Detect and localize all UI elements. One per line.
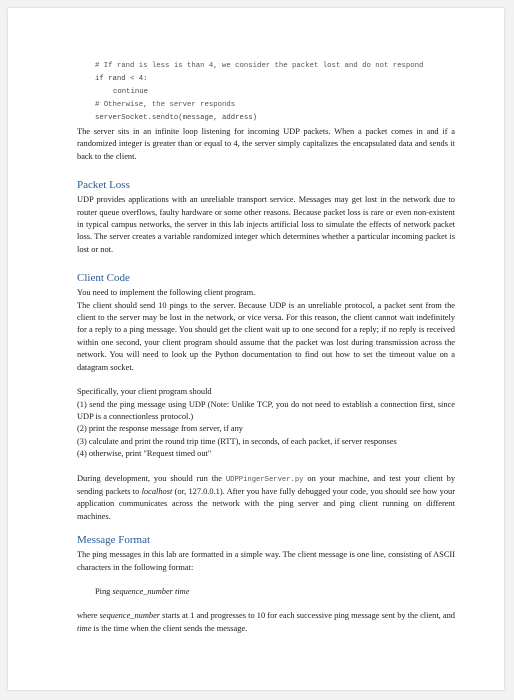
server-paragraph: The server sits in an infinite loop listening for incoming UDP packets. When a packet comes in and if a randomized integer is greater than or equal to 4, the server simply capitalizes the encapsulated data and sends it back to the client.	[77, 127, 455, 161]
code-comment: # If rand is less is than 4, we consider the packet lost and do not respond	[95, 62, 424, 70]
specifically-line: Specifically, your client program should	[77, 387, 212, 397]
code-line: serverSocket.sendto(message, address)	[95, 114, 258, 122]
document-page	[8, 8, 504, 690]
document-content	[77, 60, 455, 635]
code-block	[77, 60, 455, 125]
time-italic: time	[77, 623, 92, 633]
list-item: (1) send the ping message using UDP (Note: Unlike TCP, you do not need to establish a connection first, since UDP is a connectionless protocol.)	[77, 399, 455, 421]
section-heading-message-format: Message Format	[77, 534, 151, 547]
sequence-number-italic: sequence_number	[99, 611, 161, 621]
localhost-italic: localhost	[141, 486, 173, 496]
format-word: Ping	[95, 586, 113, 596]
client-steps-list	[77, 399, 455, 461]
format-fields: sequence_number time	[112, 586, 190, 596]
filename-code: UDPPingerServer.py	[225, 475, 304, 484]
text-span: on your machine, and test your client by sending packets to	[77, 473, 456, 496]
packet-loss-paragraph: UDP provides applications with an unreliable transport service. Messages may get lost in the network due to router queue overflows, faulty hardware or some other reasons. Because packet loss is rare or even non-existent in typical campus networks, the server in this lab injects artificial loss to simulate the effects of network packet loss. The server creates a variable randomized integer which determines whether a particular incoming packet is lost or not.	[77, 195, 455, 254]
list-item: (3) calculate and print the round trip time (RTT), in seconds, of each packet, if server responses	[77, 436, 397, 446]
text-span: where	[77, 611, 100, 621]
text-span: (or, 127.0.0.1). After you have fully debugged your code, you should see how your application communicates across the network with the ping server and ping client running on different machines.	[77, 486, 456, 521]
text-span: is the time when the client sends the message.	[91, 623, 248, 633]
code-line: continue	[113, 88, 149, 96]
client-paragraph: The client should send 10 pings to the server. Because UDP is an unreliable protocol, a packet sent from the client to the server may be lost in the network, or vice versa. For this reason, the client cannot wait indefinitely for a reply to a ping message. You should get the client wait up to one second for a reply; if no reply is received within one second, your client program should assume that the packet was lost during transmission across the network. You will need to look up the Python documentation to find out how to set the timeout value on a datagram socket.	[77, 300, 455, 372]
text-span: During development, you should run the	[77, 473, 226, 483]
list-item: (4) otherwise, print "Request timed out"	[77, 449, 212, 459]
development-paragraph	[77, 473, 455, 524]
client-intro: You need to implement the following client program.	[77, 288, 256, 298]
list-item: (2) print the response message from server, if any	[77, 424, 243, 434]
code-comment: # Otherwise, the server responds	[95, 101, 236, 109]
section-heading-client-code: Client Code	[77, 272, 130, 285]
ping-format-line	[77, 586, 455, 598]
where-paragraph	[77, 610, 455, 635]
section-heading-packet-loss: Packet Loss	[77, 179, 130, 192]
code-line: if rand < 4:	[95, 75, 148, 83]
text-span: starts at 1 and progresses to 10 for each successive ping message sent by the client, and	[160, 611, 455, 621]
message-format-paragraph: The ping messages in this lab are formatted in a simple way. The client message is one line, consisting of ASCII characters in the following format:	[77, 550, 455, 572]
